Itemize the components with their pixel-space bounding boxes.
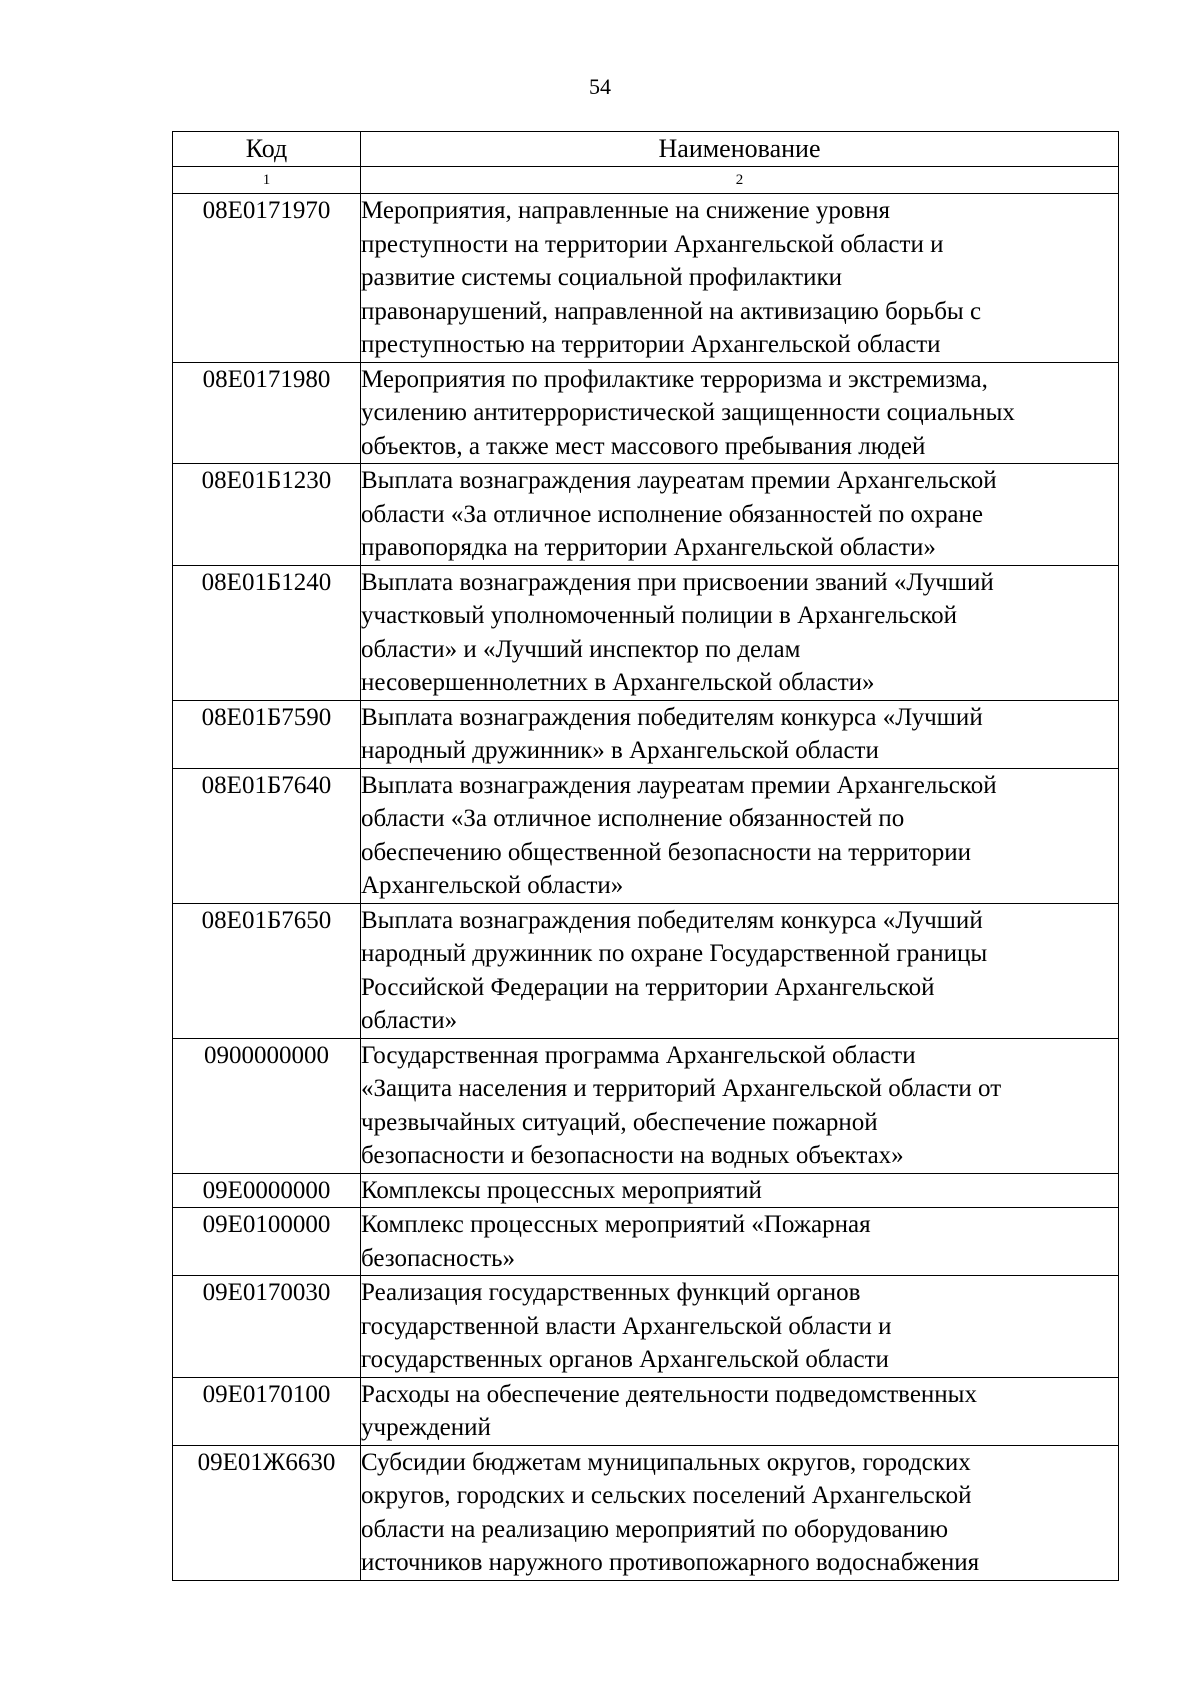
row-name-line: государственной власти Архангельской области и bbox=[361, 1312, 892, 1340]
budget-codes-table bbox=[172, 131, 1119, 1581]
row-name bbox=[361, 1173, 1119, 1208]
row-code: 08Е01Б7650 bbox=[173, 903, 361, 1038]
row-name-line: Выплата вознаграждения победителям конкурса «Лучший bbox=[361, 906, 983, 934]
row-name bbox=[361, 464, 1119, 566]
row-name-line: области» bbox=[361, 1007, 458, 1034]
row-name-line: источников наружного противопожарного водоснабжения bbox=[361, 1549, 980, 1576]
header-name: Наименование bbox=[361, 132, 1119, 167]
row-name-line: Выплата вознаграждения лауреатам премии Архангельской bbox=[361, 771, 997, 799]
table-row bbox=[173, 362, 1119, 464]
table-body bbox=[173, 194, 1119, 1581]
row-name-line: участковый уполномоченный полиции в Архангельской bbox=[361, 602, 958, 629]
row-code: 08Е0171980 bbox=[173, 362, 361, 464]
row-name-line: несовершеннолетних в Архангельской области» bbox=[361, 669, 875, 696]
table-row bbox=[173, 1377, 1119, 1445]
row-name-line: Архангельской области» bbox=[361, 872, 624, 899]
table-row bbox=[173, 194, 1119, 363]
row-name bbox=[361, 362, 1119, 464]
row-code: 09Е0000000 bbox=[173, 1173, 361, 1208]
row-name-line: преступностью на территории Архангельской области bbox=[361, 331, 941, 358]
header-code: Код bbox=[173, 132, 361, 167]
page-number: 54 bbox=[589, 74, 611, 99]
row-code: 09Е01Ж6630 bbox=[173, 1445, 361, 1580]
table-row bbox=[173, 1276, 1119, 1378]
row-code: 09Е0100000 bbox=[173, 1208, 361, 1276]
row-name-line: преступности на территории Архангельской области и bbox=[361, 230, 944, 258]
row-code: 08Е01Б1230 bbox=[173, 464, 361, 566]
row-name bbox=[361, 1208, 1119, 1276]
table-row bbox=[173, 464, 1119, 566]
row-name-line: Реализация государственных функций органов bbox=[361, 1279, 861, 1306]
row-name-line: объектов, а также мест массового пребывания людей bbox=[361, 432, 926, 460]
row-code: 08Е01Б7640 bbox=[173, 768, 361, 903]
row-name-line: Комплексы процессных мероприятий bbox=[361, 1176, 762, 1204]
row-name-line: Комплекс процессных мероприятий «Пожарная bbox=[361, 1211, 871, 1238]
row-name-line: области «За отличное исполнение обязанностей по охране bbox=[361, 500, 983, 528]
row-name-line: чрезвычайных ситуаций, обеспечение пожарной bbox=[361, 1108, 878, 1136]
row-name-line: округов, городских и сельских поселений Архангельской bbox=[361, 1482, 972, 1509]
row-name-line: безопасность» bbox=[361, 1244, 516, 1272]
row-name-line: Расходы на обеспечение деятельности подведомственных bbox=[361, 1380, 977, 1408]
row-name-line: Субсидии бюджетам муниципальных округов, городских bbox=[361, 1448, 971, 1476]
row-name-line: области «За отличное исполнение обязанностей по bbox=[361, 805, 905, 832]
row-name-line: развитие системы социальной профилактики bbox=[361, 264, 842, 291]
row-code: 0900000000 bbox=[173, 1038, 361, 1173]
row-name-line: области» и «Лучший инспектор по делам bbox=[361, 635, 801, 663]
table-row bbox=[173, 565, 1119, 700]
row-name-line: «Защита населения и территорий Архангельской области от bbox=[361, 1075, 1002, 1102]
row-name-line: области на реализацию мероприятий по оборудованию bbox=[361, 1515, 949, 1543]
row-name-line: правонарушений, направленной на активизацию борьбы с bbox=[361, 297, 982, 325]
row-code: 08Е01Б1240 bbox=[173, 565, 361, 700]
row-name-line: правопорядка на территории Архангельской области» bbox=[361, 534, 936, 561]
row-name-line: Мероприятия по профилактике терроризма и экстремизма, bbox=[361, 365, 988, 393]
row-name bbox=[361, 1276, 1119, 1378]
table-row bbox=[173, 768, 1119, 903]
row-name-line: государственных органов Архангельской области bbox=[361, 1346, 889, 1373]
row-name-line: усилению антитеррористической защищенности социальных bbox=[361, 399, 1015, 426]
table-header-row bbox=[173, 132, 1119, 167]
column-number-code: 1 bbox=[173, 167, 361, 194]
table-row bbox=[173, 1173, 1119, 1208]
row-name-line: Выплата вознаграждения победителям конкурса «Лучший bbox=[361, 703, 983, 731]
table-row bbox=[173, 1038, 1119, 1173]
row-name bbox=[361, 1377, 1119, 1445]
row-name-line: Выплата вознаграждения при присвоении званий «Лучший bbox=[361, 568, 994, 596]
table-row bbox=[173, 903, 1119, 1038]
row-name-line: обеспечению общественной безопасности на территории bbox=[361, 838, 971, 866]
row-name bbox=[361, 1038, 1119, 1173]
table-row bbox=[173, 1208, 1119, 1276]
row-name bbox=[361, 768, 1119, 903]
row-name-line: Мероприятия, направленные на снижение уровня bbox=[361, 197, 891, 224]
table-row bbox=[173, 1445, 1119, 1580]
row-name bbox=[361, 903, 1119, 1038]
row-name-line: Выплата вознаграждения лауреатам премии Архангельской bbox=[361, 467, 997, 494]
row-name-line: народный дружинник» в Архангельской области bbox=[361, 737, 879, 764]
row-name-line: Государственная программа Архангельской области bbox=[361, 1041, 916, 1069]
column-number-row bbox=[173, 167, 1119, 194]
row-code: 09Е0170030 bbox=[173, 1276, 361, 1378]
row-name-line: народный дружинник по охране Государственной границы bbox=[361, 940, 988, 967]
row-code: 08Е0171970 bbox=[173, 194, 361, 363]
row-code: 09Е0170100 bbox=[173, 1377, 361, 1445]
row-name bbox=[361, 194, 1119, 363]
row-name-line: безопасности и безопасности на водных объектах» bbox=[361, 1142, 904, 1169]
row-name bbox=[361, 565, 1119, 700]
row-name bbox=[361, 1445, 1119, 1580]
column-number-name: 2 bbox=[361, 167, 1119, 194]
row-name bbox=[361, 700, 1119, 768]
row-name-line: учреждений bbox=[361, 1414, 491, 1441]
table-row bbox=[173, 700, 1119, 768]
row-code: 08Е01Б7590 bbox=[173, 700, 361, 768]
row-name-line: Российской Федерации на территории Архангельской bbox=[361, 973, 935, 1001]
